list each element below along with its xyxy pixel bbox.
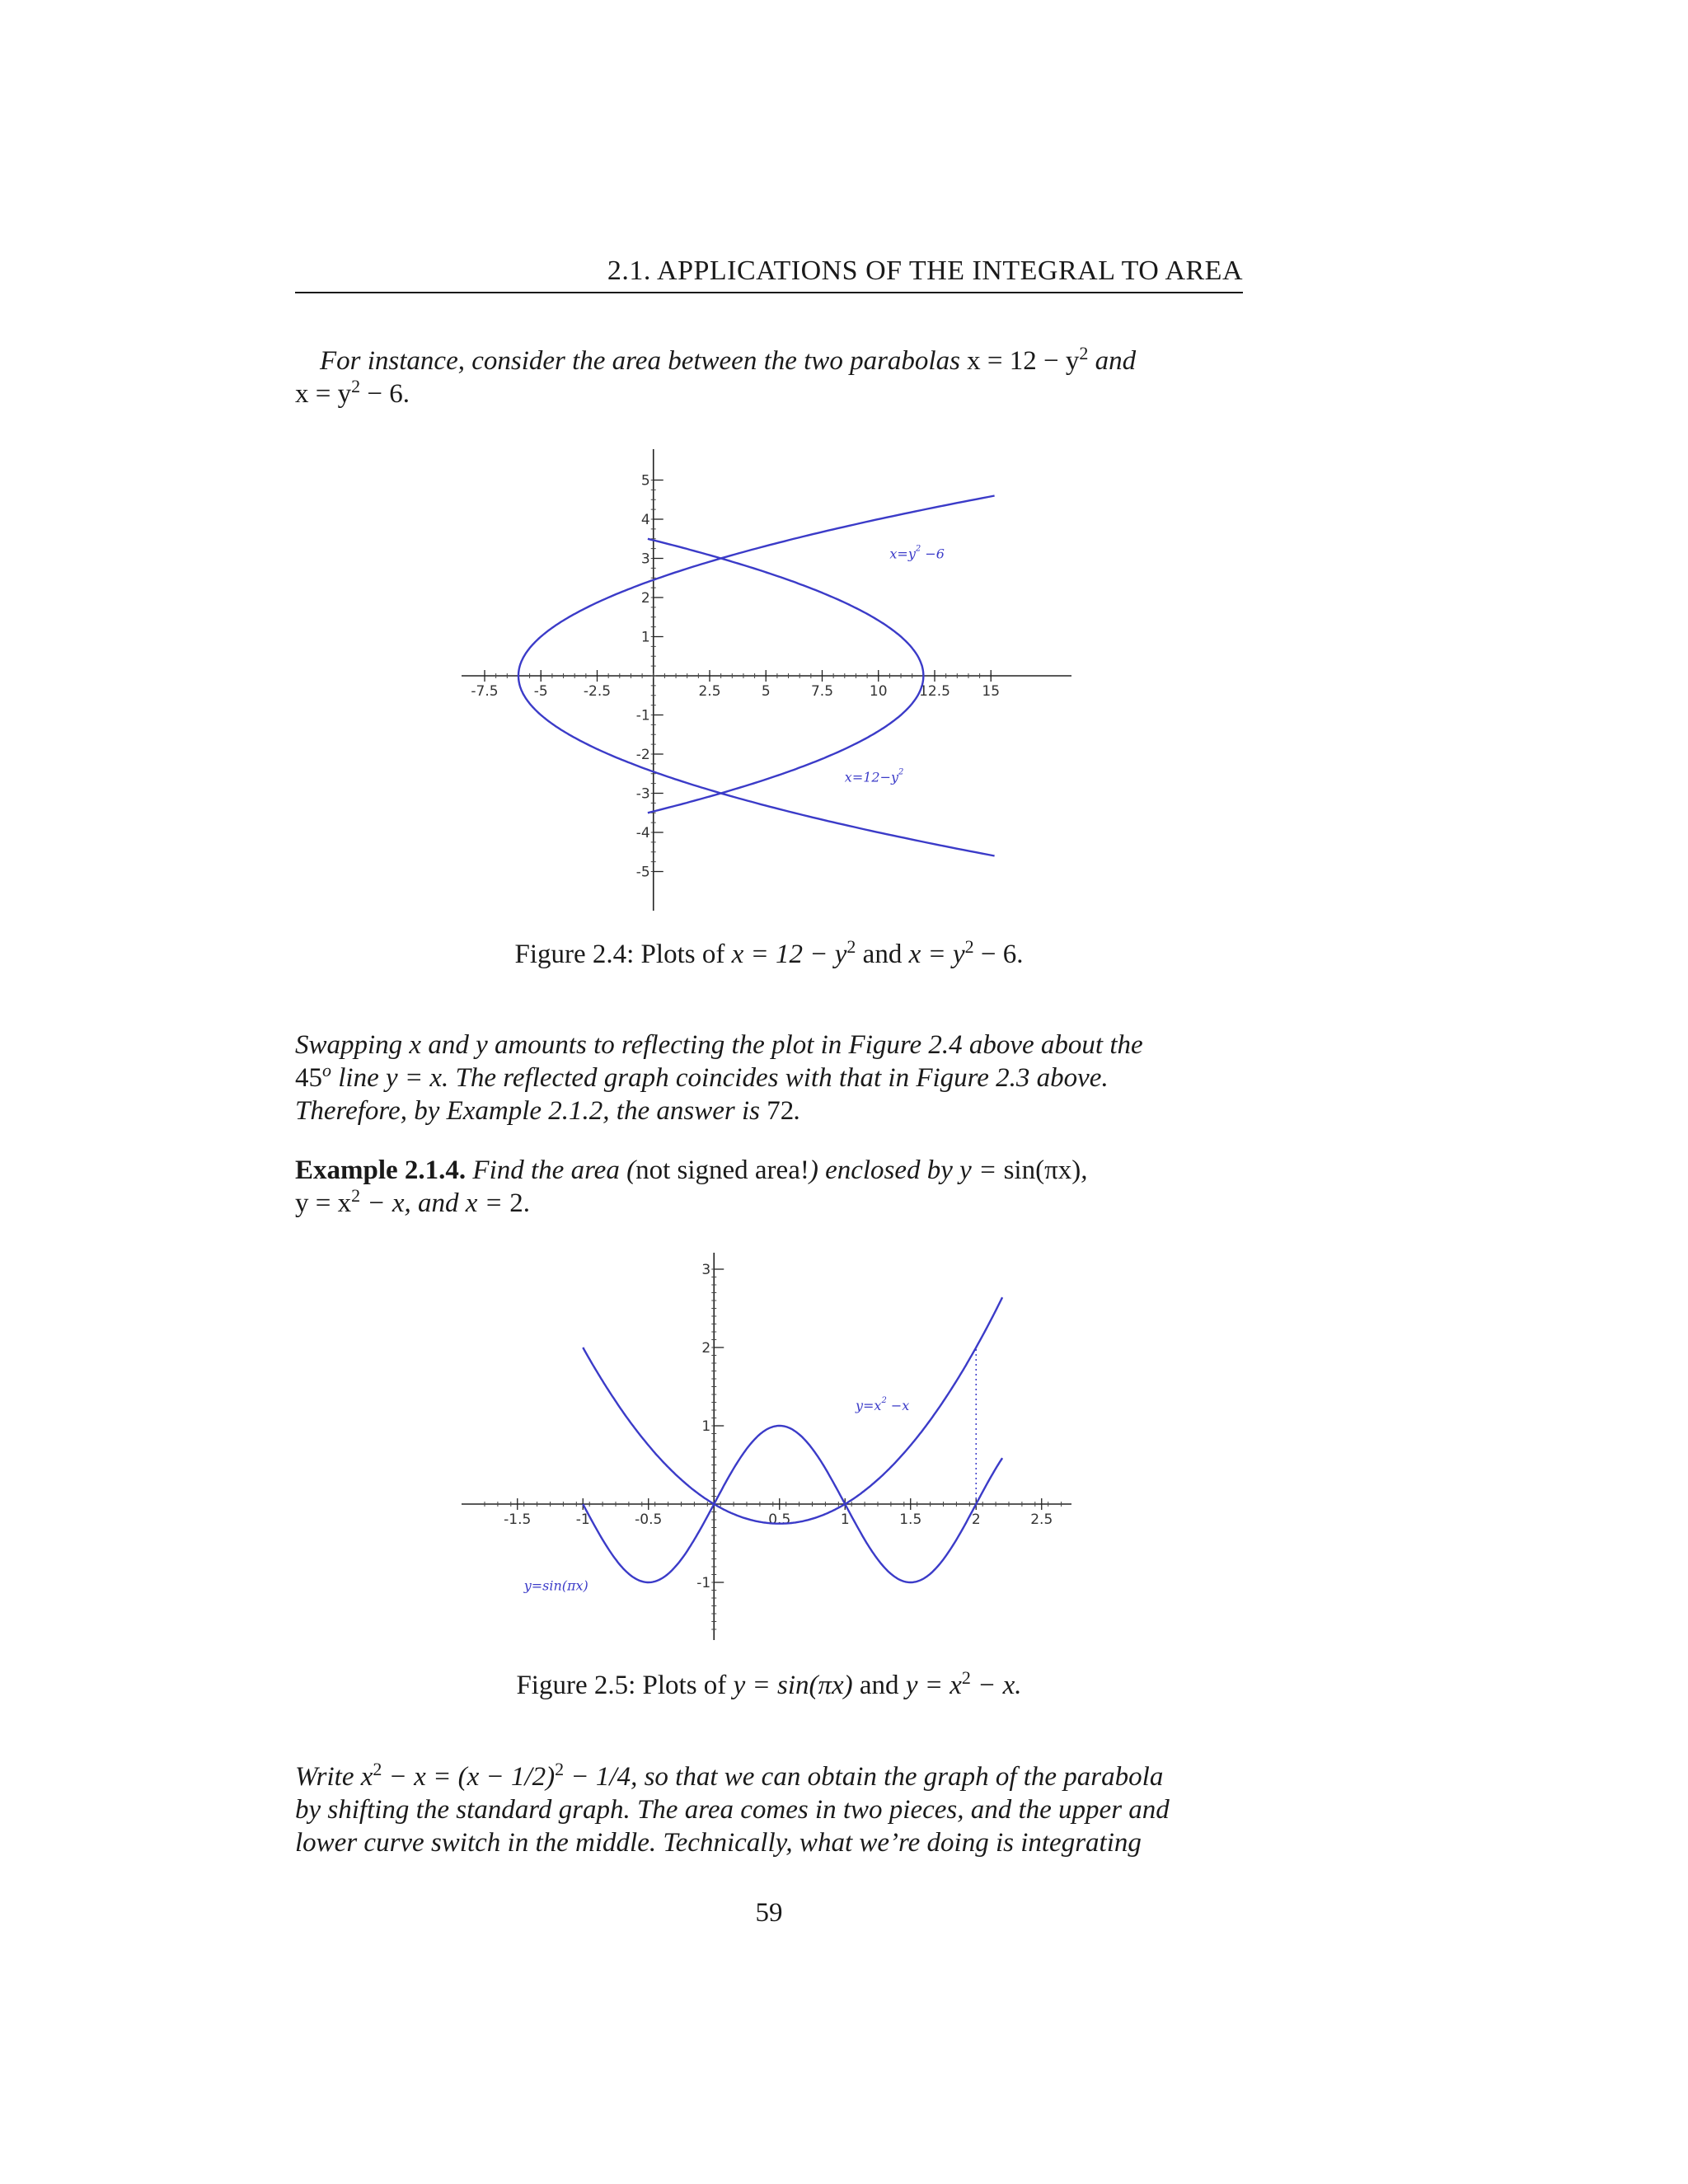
caption-1-eq1: x = 12 − y <box>731 940 847 969</box>
intro-eq-1: x = 12 − y <box>967 346 1080 376</box>
y-tick-label: -5 <box>635 864 650 881</box>
intro-paragraph <box>295 344 1243 410</box>
x-tick-label: 5 <box>761 683 771 700</box>
example-upright: not signed area! <box>635 1155 809 1185</box>
figure-parabolas-plot <box>462 449 1071 911</box>
caption-1-exp1: 2 <box>846 936 856 957</box>
label-y-equals-sin-pi-x: y=sin(πx) <box>523 1577 588 1594</box>
intro-text-2: and <box>1088 346 1137 376</box>
intro-eq-2-tail: − 6. <box>360 379 410 409</box>
x-tick-label: 12.5 <box>919 683 950 700</box>
y-tick-label: 2 <box>701 1340 711 1357</box>
write-l3: lower curve switch in the middle. Technically, what we’re doing is integrating <box>295 1828 1142 1858</box>
curve-x-squared-minus-x <box>583 1297 1002 1524</box>
write-l2: by shifting the standard graph. The area comes in two pieces, and the upper and <box>295 1795 1170 1825</box>
example-eq-2-tail: − x, and x = <box>360 1188 510 1218</box>
x-tick-label: 7.5 <box>810 683 834 700</box>
y-tick-label: -1 <box>635 707 650 724</box>
write-l1eqb: − x = (x − 1/2) <box>382 1762 556 1792</box>
caption-2-prefix: Figure 2.5: Plots of <box>516 1671 734 1700</box>
example-eq-1: y = <box>959 1155 1004 1185</box>
caption-1-mid: and <box>856 940 909 969</box>
write-l1a: Write <box>295 1762 361 1792</box>
caption-1-eq2: x = y <box>908 940 965 969</box>
caption-2-eq2: y = x <box>905 1671 962 1700</box>
write-l1b: , so that we can obtain the graph of the parabola <box>631 1762 1164 1792</box>
x-tick-label: 15 <box>982 683 1001 700</box>
figure-sine-parabola-plot <box>462 1253 1071 1640</box>
y-tick-label: 3 <box>701 1262 711 1278</box>
caption-1-prefix: Figure 2.4: Plots of <box>514 940 732 969</box>
write-l1eq: x <box>360 1762 373 1792</box>
example-text-1: Find the area ( <box>466 1155 636 1185</box>
running-head: 2.1. APPLICATIONS OF THE INTEGRAL TO AREA <box>607 255 1243 286</box>
label-x-equals-12-minus-y2: $x=12-y^2$ <box>844 767 904 785</box>
y-tick-label: -4 <box>635 825 650 841</box>
example-end: . <box>523 1188 530 1218</box>
caption-2-end: − x. <box>970 1671 1022 1700</box>
x-tick-label: -5 <box>533 683 548 700</box>
label-y-equals-x2-minus-x: $y=x^2 -x$ <box>855 1396 910 1413</box>
example-text-3: , <box>1081 1155 1088 1185</box>
x-tick-label: 0.5 <box>768 1511 791 1528</box>
x-tick-label: 2.5 <box>1030 1511 1053 1528</box>
swap-end: . <box>794 1096 801 1126</box>
caption-1-exp2: 2 <box>964 936 974 957</box>
intro-eq-2-exp: 2 <box>351 376 361 396</box>
example-label: Example 2.1.4. <box>295 1155 467 1185</box>
y-tick-label: 1 <box>640 629 650 646</box>
y-tick-label: 3 <box>640 551 650 568</box>
y-tick-label: -1 <box>696 1575 711 1591</box>
label-x-equals-y2-minus-6: $x=y^2 -6$ <box>889 544 945 562</box>
swap-line-1: Swapping x and y amounts to reflecting the plot in Figure 2.4 above about the <box>295 1030 1143 1060</box>
example-eq-2-exp: 2 <box>351 1185 361 1206</box>
page-number: 59 <box>755 1898 783 1928</box>
x-tick-label: 10 <box>869 683 888 700</box>
x-tick-label: -7.5 <box>471 683 499 700</box>
example-x-value: 2 <box>509 1188 523 1218</box>
caption-2-mid: and <box>852 1671 906 1700</box>
swap-45: 45 <box>295 1063 322 1093</box>
write-paragraph <box>295 1760 1243 1859</box>
x-tick-label: 2 <box>971 1511 981 1528</box>
swap-answer: 72 <box>767 1096 795 1126</box>
figure-2-5-caption <box>295 1667 1243 1701</box>
y-tick-label: 1 <box>701 1418 711 1435</box>
x-tick-label: 1 <box>840 1511 850 1528</box>
y-tick-label: 2 <box>640 590 650 607</box>
figure-2-4-caption <box>295 936 1243 970</box>
y-tick-label: -2 <box>635 747 650 763</box>
y-tick-label: 4 <box>640 512 650 528</box>
example-sin: sin(πx) <box>1003 1155 1081 1185</box>
intro-eq-2: x = y <box>295 379 352 409</box>
x-tick-label: -2.5 <box>583 683 612 700</box>
example-eq-2: y = x <box>295 1188 352 1218</box>
header-rule <box>295 292 1243 293</box>
intro-text-1: For instance, consider the area between the two parabolas <box>320 346 968 376</box>
example-2-1-4 <box>295 1154 1243 1220</box>
swap-degree: o <box>322 1060 331 1080</box>
x-tick-label: 1.5 <box>899 1511 922 1528</box>
y-tick-label: 5 <box>640 472 650 490</box>
write-l1exp: 2 <box>373 1759 382 1779</box>
example-text-2: ) enclosed by <box>809 1155 960 1185</box>
swap-line-3: Therefore, by Example 2.1.2, the answer is <box>295 1096 767 1126</box>
write-l1exp2: 2 <box>555 1759 565 1779</box>
x-tick-label: -1.5 <box>504 1511 532 1528</box>
y-tick-label: -3 <box>635 785 650 803</box>
caption-2-exp: 2 <box>961 1667 971 1688</box>
x-tick-label: -1 <box>575 1511 590 1528</box>
intro-eq-1-exp: 2 <box>1079 343 1089 363</box>
x-tick-label: -0.5 <box>635 1511 663 1528</box>
swap-paragraph <box>295 1029 1243 1127</box>
write-l1eqc: − 1/4 <box>564 1762 631 1792</box>
swap-line-2: line y = x. The reflected graph coincides with that in Figure 2.3 above. <box>331 1063 1109 1093</box>
caption-1-end: − 6. <box>973 940 1024 969</box>
x-tick-label: 2.5 <box>698 683 721 700</box>
caption-2-eq1: y = sin(πx) <box>733 1671 853 1700</box>
